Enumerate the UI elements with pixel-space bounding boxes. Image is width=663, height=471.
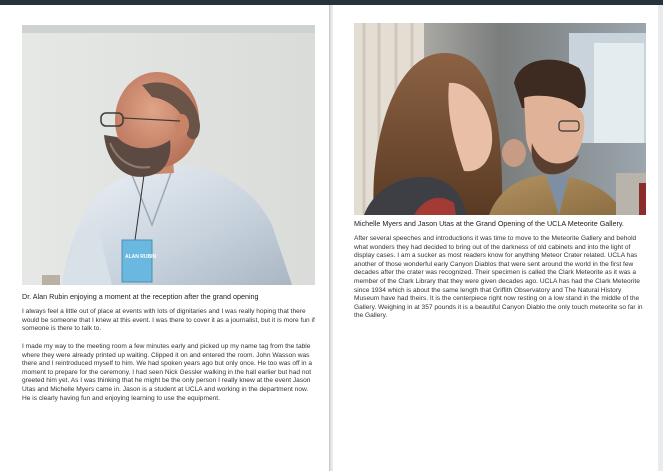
viewer-right-edge (658, 5, 663, 471)
paragraph-left-2: I made my way to the meeting room a few minutes early and picked up my name tag from the table where they were already printed up waiting. Clipped it on and entered the room. John Wasson was there and I reintroduced myself to him. We had spoken years ago but only once. He too was off in a moment to prepare for the ceremony. I had seen Nick Gessler walking in the hall earlier but had not greeted him yet. As I was thinking that he might be the only person I really knew at the event Jason Utas and Michelle Myers came in. Jason is a student at UCLA and working in the department now. He is clearly having fun and enjoying learning to use the equipment. (22, 343, 313, 402)
left-page (0, 5, 329, 471)
photo-myers-utas (354, 23, 646, 215)
badge-text: ALAN RUBIN (125, 254, 157, 260)
photo-myers-utas-image (354, 23, 646, 215)
photo-caption-right: Michelle Myers and Jason Utas at the Grand Opening of the UCLA Meteorite Gallery. (354, 219, 624, 228)
photo-alan-rubin (22, 25, 315, 285)
paragraph-left-1: I always feel a little out of place at events with lots of dignitaries and I was really hoping that there would be someone that I knew at this event. I was there to cover it as a journalist, but it is more fun if someone is there to talk to. (22, 308, 315, 333)
paragraph-right-1: After several speeches and introductions it was time to move to the Meteorite Gallery and behold what wonders they had decided to bring out of the darkness of old cabinets and into the light of display cases. I am a sucker as most readers know for anything Meteor Crater related. UCLA has another of those wonderful early Canyon Diablos that were sent around the world in the first few decades after the crater was recognized. Their specimen is called the Clark Meteorite as it was a member of the Clark Library that they were given decades ago. UCLA has had the Clark Meteorite since 1934 which is about the same length that Griffith Observatory and The Natural History Museum have had theirs. It is the centerpiece right now resting on a low stand in the middle of the Gallery. Weighing in at 357 pounds it is a beautiful Canyon Diablo the only touch meteorite so far in the Gallery. (354, 235, 643, 320)
photo-caption-left: Dr. Alan Rubin enjoying a moment at the reception after the grand opening (22, 292, 259, 301)
right-page (333, 5, 663, 471)
photo-alan-rubin-image (22, 25, 315, 285)
